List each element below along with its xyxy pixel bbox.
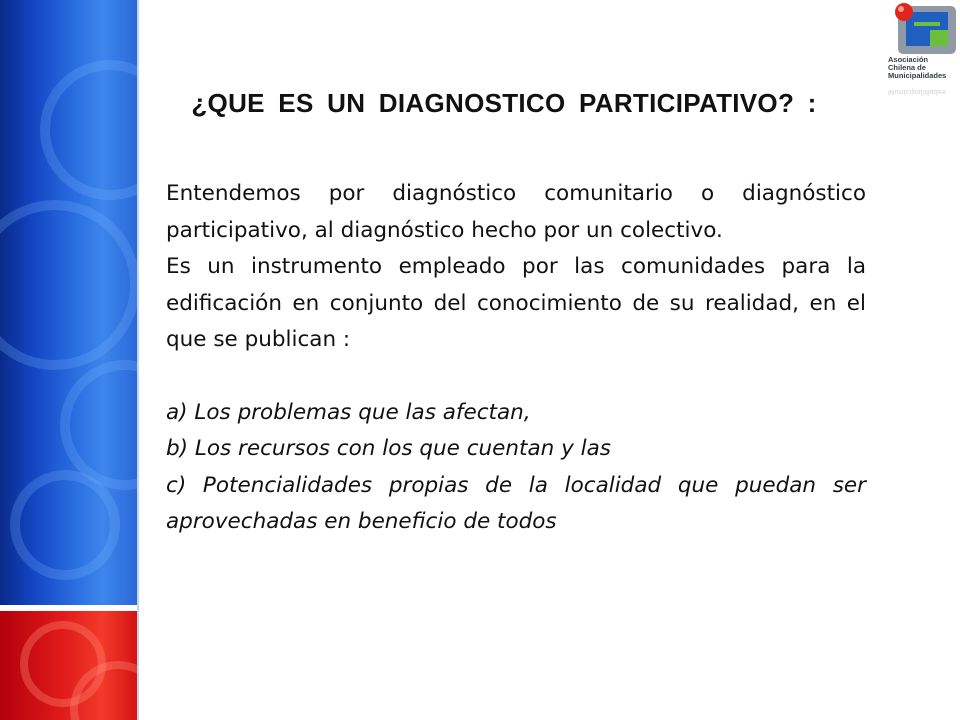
logo-mark-icon (884, 0, 960, 56)
logo-text-reflection: Municipalidades (888, 88, 947, 97)
paragraph-instrument: Es un instrumento empleado por las comunidades para la edificación en conjunto del conocimiento de su realidad, en el que se publican : (166, 254, 866, 352)
list-item-a: a) Los problemas que las afectan, (166, 399, 531, 425)
paragraph-definition: Entendemos por diagnóstico comunitario o diagnóstico participativo, al diagnóstico hecho por un colectivo. (166, 181, 866, 243)
slide-title: ¿QUE ES UN DIAGNOSTICO PARTICIPATIVO? : (191, 88, 817, 118)
red-decorative-bar (0, 611, 137, 720)
left-decorative-band (0, 0, 142, 720)
blue-decorative-bar (0, 0, 137, 605)
logo-line-1: Asociación (888, 55, 929, 64)
association-logo (884, 0, 960, 130)
list-item-c: c) Potencialidades propias de la localidad que puedan ser aprovechadas en beneficio de todos (166, 472, 866, 534)
logo-text (888, 56, 960, 80)
logo-line-2: Chilena de (888, 63, 926, 72)
spacer (166, 359, 866, 395)
logo-line-3: Municipalidades (888, 71, 947, 80)
list-item-b: b) Los recursos con los que cuentan y las (166, 436, 611, 461)
slide-body (166, 176, 866, 541)
